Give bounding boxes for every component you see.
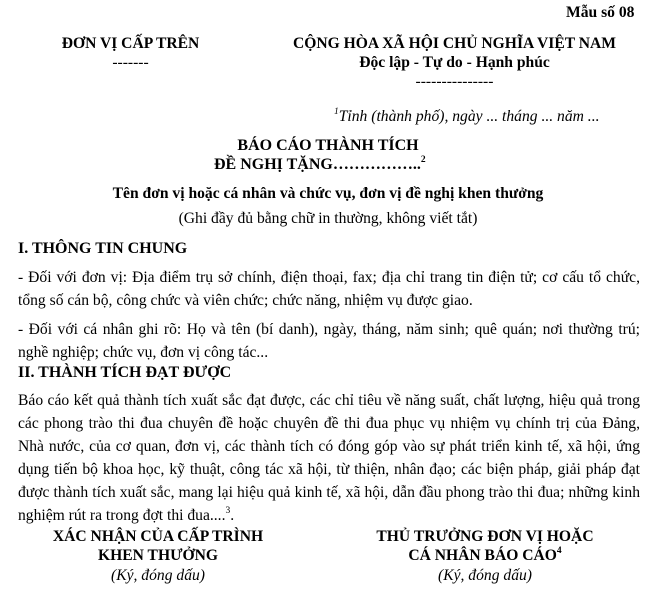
- section1-person-paragraph: - Đối với cá nhân ghi rõ: Họ và tên (bí danh), ngày, tháng, năm sinh; quê quán; nơi thường trú; nghề nghiệp; chức vụ, đơn vị công tác...: [18, 321, 640, 361]
- section2-heading: II. THÀNH TÍCH ĐẠT ĐƯỢC: [18, 364, 232, 381]
- section2-paragraph: Báo cáo kết quả thành tích xuất sắc đạt được, các chỉ tiêu về năng suất, chất lượng, hiệu quả trong các phong trào thi đua chuyên đề hoặc chuyên đề thi đua phục vụ nhiệm vụ chính trị của Đảng, Nhà nước, của cơ quan, đơn vị, các thành tích có đóng góp vào sự phát triển kinh tế, xã hội, ứng dụng tiến bộ khoa học, kỹ thuật, công tác xã hội, từ thiện, nhân đạo; các biện pháp, giải pháp đạt được thành tích xuất sắc, mang lại hiệu quả kinh tế, xã hội, dẫn đầu phong trào thi đua; những kinh nghiệm rút ra trong đợt thi đua....$^3$.: [18, 392, 640, 524]
- report-title: BÁO CÁO THÀNH TÍCH: [237, 137, 419, 154]
- report-subject: Tên đơn vị hoặc cá nhân và chức vụ, đơn vị đề nghị khen thưởng: [112, 185, 544, 202]
- issuing-unit-title: ĐƠN VỊ CẤP TRÊN: [61, 35, 200, 52]
- signature-left-title-1: XÁC NHẬN CỦA CẤP TRÌNH: [52, 528, 264, 545]
- section1-heading: I. THÔNG TIN CHUNG: [18, 240, 188, 257]
- national-title: CỘNG HÒA XÃ HỘI CHỦ NGHĨA VIỆT NAM: [292, 35, 617, 52]
- signature-right-note: (Ký, đóng dấu): [438, 567, 532, 584]
- national-rule: ---------------: [415, 73, 494, 90]
- section2-text: Báo cáo kết quả thành tích xuất sắc đạt được, các chỉ tiêu về năng suất, chất lượng, hiệu quả trong các phong trào thi đua chuyên đề hoặc chuyên đề thi đua phục vụ nhiệm vụ chính trị của Đảng, Nhà nước, của cơ quan, đơn vị, các thành tích có đóng góp vào sự phát triển kinh tế, xã hội, ứng dụng tiến bộ khoa học, kỹ thuật, công tác xã hội, từ thiện, nhân đạo; các biện pháp, giải pháp đạt được thành tích xuất sắc, mang lại hiệu quả kinh tế, xã hội, dẫn đầu phong trào thi đua; những kinh nghiệm rút ra trong đợt thi đua....: [18, 392, 640, 524]
- signature-right-title-1: THỦ TRƯỞNG ĐƠN VỊ HOẶC: [376, 528, 594, 545]
- signature-right-title-2: [330, 547, 640, 565]
- issuing-unit-rule: -------: [112, 54, 149, 71]
- signature-left-title-2: KHEN THƯỞNG: [98, 547, 218, 564]
- section1-unit-paragraph: - Đối với đơn vị: Địa điểm trụ sở chính, điện thoại, fax; địa chỉ trang tin điện tử; cơ cấu tổ chức, tổng số cán bộ, công chức và viên chức; chức năng, nhiệm vụ được giao.: [18, 269, 640, 309]
- footnote-4: 4: [556, 545, 562, 556]
- national-motto: Độc lập - Tự do - Hạnh phúc: [359, 54, 550, 71]
- form-number: Mẫu số 08: [566, 4, 635, 21]
- footnote-3: 3: [225, 505, 231, 516]
- signature-left-note: (Ký, đóng dấu): [111, 567, 205, 584]
- place-date-text: Tỉnh (thành phố), ngày ... tháng ... năm ...: [338, 108, 600, 125]
- place-date-line: [334, 108, 600, 126]
- report-title-award: [214, 156, 426, 174]
- signature-right-title-2-text: CÁ NHÂN BÁO CÁO: [408, 547, 557, 564]
- report-note: (Ghi đầy đủ bằng chữ in thường, không viết tắt): [178, 210, 478, 227]
- footnote-1: 1: [334, 106, 339, 117]
- award-placeholder: ĐỀ NGHỊ TẶNG……………..: [214, 156, 421, 173]
- footnote-2: 2: [420, 154, 426, 165]
